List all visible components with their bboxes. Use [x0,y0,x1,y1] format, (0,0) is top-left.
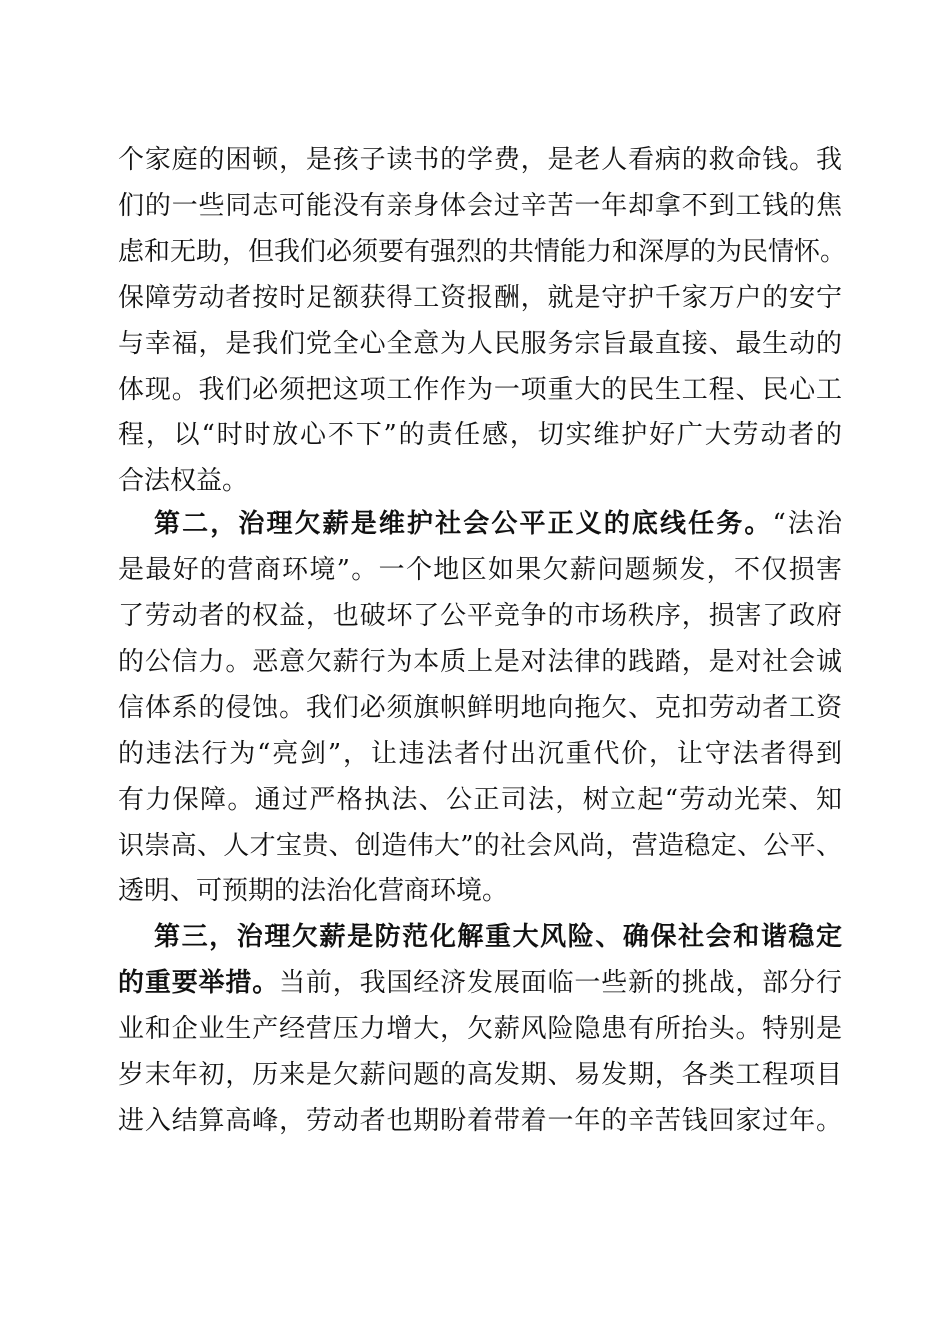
body-text: 的公信力。恶意欠薪行为本质上是对法律的践踏，是对社会诚 [118,646,842,677]
bold-heading-text: 第二，治理欠薪是维护社会公平正义的底线任务。 [154,509,773,540]
text-line [118,783,842,817]
text-line [118,1058,842,1092]
text-line [118,464,842,498]
body-text: 岁末年初，历来是欠薪问题的高发期、易发期，各类工程项目 [118,1060,842,1090]
text-line [118,1012,842,1046]
body-text: 进入结算高峰，劳动者也期盼着带着一年的辛苦钱回家过年。 [118,1105,842,1136]
text-line [118,829,842,863]
body-text: 与幸福，是我们党全心全意为人民服务宗旨最直接、最生动的 [118,328,842,359]
body-text: 的违法行为“亮剑”，让违法者付出沉重代价，让守法者得到 [118,738,842,769]
body-text: “法治 [772,509,842,540]
body-text: 透明、可预期的法治化营商环境。 [118,876,509,907]
text-line [118,874,842,908]
text-line [118,966,842,1000]
body-text: 业和企业生产经营压力增大，欠薪风险隐患有所抬头。特别是 [118,1014,842,1045]
text-line [118,737,842,771]
body-text: 体现。我们必须把这项工作作为一项重大的民生工程、民心工 [118,374,842,405]
text-line [118,235,847,269]
text-line [118,418,842,452]
text-line [118,507,842,541]
body-text: 有力保障。通过严格执法、公正司法，树立起“劳动光荣、知 [118,784,842,815]
text-line [118,920,842,954]
body-text: 信体系的侵蚀。我们必须旗帜鲜明地向拖欠、克扣劳动者工资 [118,692,842,723]
text-line [118,645,842,679]
text-line [118,691,842,725]
text-line [118,143,842,177]
body-text: 合法权益。 [118,466,249,497]
text-line [118,553,842,587]
body-text: 虑和无助，但我们必须要有强烈的共情能力和深厚的为民情怀。 [118,236,847,267]
body-text: 程，以“时时放心不下”的责任感，切实维护好广大劳动者的 [118,420,842,451]
body-text: 识崇高、人才宝贵、创造伟大”的社会风尚，营造稳定、公平、 [118,830,842,861]
bold-heading-text: 第三，治理欠薪是防范化解重大风险、确保社会和谐稳定 [154,922,842,953]
text-line [118,599,842,633]
bold-heading-text: 的重要举措。 [118,968,280,999]
text-line [118,189,842,223]
body-text: 个家庭的困顿，是孩子读书的学费，是老人看病的救命钱。我 [118,145,842,175]
body-text: 了劳动者的权益，也破坏了公平竞争的市场秩序，损害了政府 [118,601,842,631]
text-line [118,327,842,361]
text-line [118,373,842,407]
body-text: 当前，我国经济发展面临一些新的挑战，部分行 [279,968,842,999]
body-text: 们的一些同志可能没有亲身体会过辛苦一年却拿不到工钱的焦 [118,190,842,221]
text-line [118,281,842,315]
body-text: 是最好的营商环境”。一个地区如果欠薪问题频发，不仅损害 [118,555,842,586]
body-text: 保障劳动者按时足额获得工资报酬，就是守护千家万户的安宁 [118,282,842,313]
text-line [118,1104,842,1138]
